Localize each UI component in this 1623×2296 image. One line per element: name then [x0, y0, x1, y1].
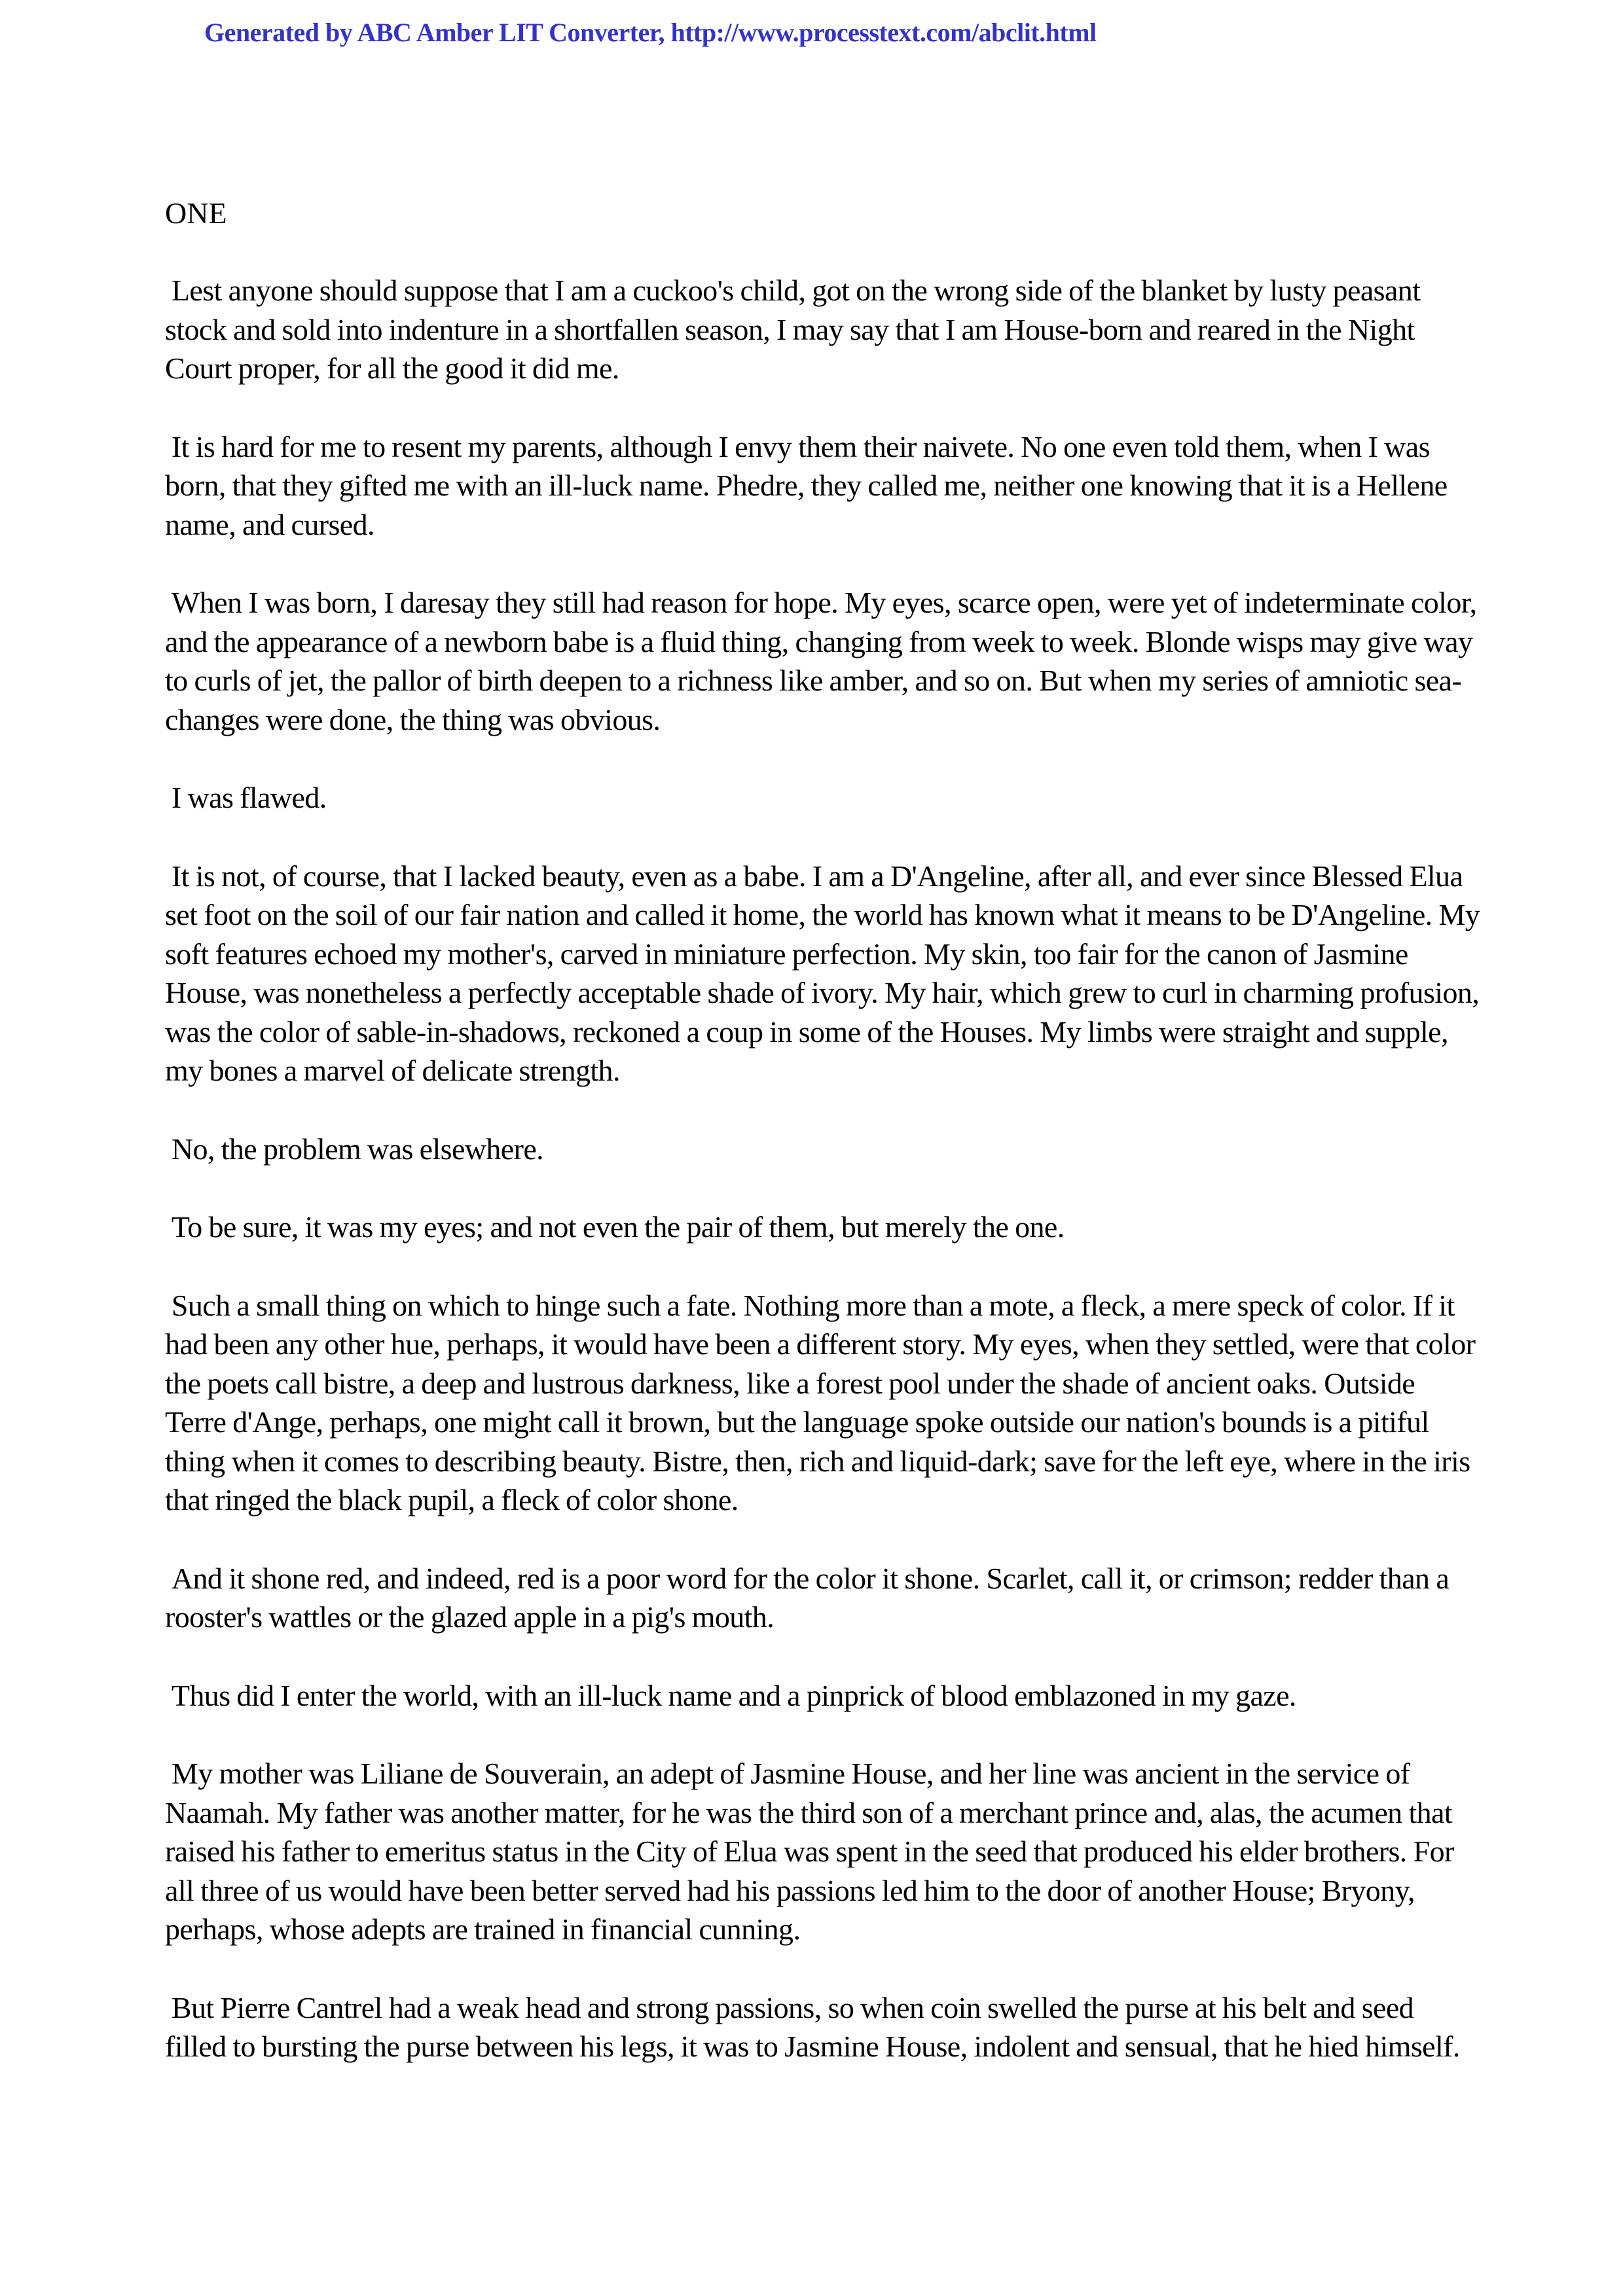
paragraph-4: I was flawed.	[165, 781, 327, 814]
paragraph-1: Lest anyone should suppose that I am a cuckoo's child, got on the wrong side of the blanket by lusty peasant stock and sold into indenture in a shortfallen season, I may say that I am House-born and reared in the Night Court proper, for all the good it did me.	[165, 274, 1427, 385]
paragraph-5: It is not, of course, that I lacked beauty, even as a babe. I am a D'Angeline, after all, and ever since Blessed Elua set foot on the soil of our fair nation and called it home, the world has known what it means to be D'Angeline. My soft features echoed my mother's, carved in miniature perfection. My skin, too fair for the canon of Jasmine House, was nonetheless a perfectly acceptable shade of ivory. My hair, which grew to curl in charming profusion, was the color of sable-in-shadows, reckoned a coup in some of the Houses. My limbs were straight and supple, my bones a marvel of delicate strength.	[165, 859, 1487, 1087]
chapter-body	[165, 271, 1487, 2106]
paragraph-2: It is hard for me to resent my parents, although I envy them their naivete. No one even told them, when I was born, that they gifted me with an ill-luck name. Phedre, they called me, neither one knowing that it is a Hellene name, and cursed.	[165, 429, 1454, 541]
paragraph-8: Such a small thing on which to hinge such a fate. Nothing more than a mote, a fleck, a mere speck of color. If it had been any other hue, perhaps, it would have been a different story. My eyes, when they settled, were that color the poets call bistre, a deep and lustrous darkness, like a forest pool under the shade of ancient oaks. Outside Terre d'Ange, perhaps, one might call it brown, but the language spoke outside our nation's bounds is a pitiful thing when it comes to describing beauty. Bistre, then, rich and liquid-dark; save for the left eye, where in the iris that ringed the black pupil, a fleck of color shone.	[165, 1288, 1482, 1516]
paragraph-3: When I was born, I daresay they still had reason for hope. My eyes, scarce open, were yet of indeterminate color, and the appearance of a newborn babe is a fluid thing, changing from week to week. Blonde wisps may give way to curls of jet, the pallor of birth deepen to a richness like amber, and so on. But when my series of amniotic sea-changes were done, the thing was obvious.	[165, 586, 1484, 736]
paragraph-7: To be sure, it was my eyes; and not even the pair of them, but merely the one.	[165, 1210, 1065, 1244]
converter-header-link[interactable]: Generated by ABC Amber LIT Converter, http://www.processtext.com/abclit.html	[204, 18, 1097, 47]
chapter-title: ONE	[165, 196, 227, 230]
paragraph-10: Thus did I enter the world, with an ill-luck name and a pinprick of blood emblazoned in my gaze.	[165, 1678, 1296, 1712]
paragraph-11: My mother was Liliane de Souverain, an adept of Jasmine House, and her line was ancient in the service of Naamah. My father was another matter, for he was the third son of a merchant prince and, alas, the acumen that raised his father to emeritus status in the City of Elua was spent in the seed that produced his elder brothers. For all three of us would have been better served had his passions led him to the door of another House; Bryony, perhaps, whose adepts are trained in financial cunning.	[165, 1757, 1461, 1946]
paragraph-12: But Pierre Cantrel had a weak head and strong passions, so when coin swelled the purse at his belt and seed filled to bursting the purse between his legs, it was to Jasmine House, indolent and sensual, that he hied himself.	[165, 1990, 1460, 2063]
paragraph-9: And it shone red, and indeed, red is a poor word for the color it shone. Scarlet, call it, or crimson; redder than a rooster's wattles or the glazed apple in a pig's mouth.	[165, 1561, 1456, 1634]
paragraph-6: No, the problem was elsewhere.	[165, 1132, 544, 1166]
